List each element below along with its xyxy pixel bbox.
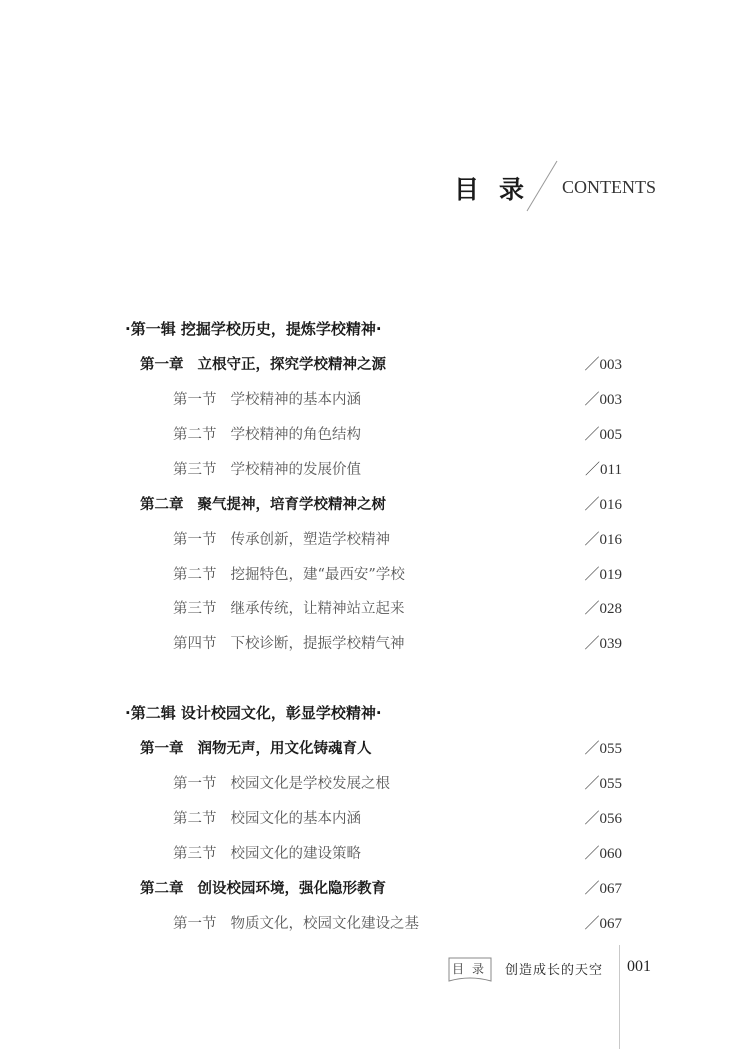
section-title: 传承创新，塑造学校精神 [230,532,390,548]
page-number: ／003 [584,357,622,373]
section-prefix: 第一节 [173,532,217,548]
toc-section[interactable] [0,632,750,656]
chapter-prefix: 第二章 [140,497,184,513]
footer-tagline: 创造成长的天空 [505,963,604,978]
footer-page-number: 001 [627,958,651,975]
page-number: ／060 [584,846,622,862]
toc-section[interactable] [0,458,750,482]
section-title: 学校精神的基本内涵 [230,392,361,408]
section-prefix: 第三节 [173,601,217,617]
page-number: ／003 [584,392,622,408]
footer-section-label: 目录 [452,962,493,976]
chapter-prefix: 第一章 [140,357,184,373]
page-number: ／016 [584,532,622,548]
section-prefix: 第二节 [173,811,217,827]
chapter-prefix: 第一章 [140,741,184,757]
section-prefix: 第二节 [173,427,217,443]
section-prefix: 第二节 [173,567,217,583]
toc-section[interactable] [0,423,750,447]
slash-divider-icon [526,160,558,212]
section-prefix: 第四节 [173,636,217,652]
toc-part[interactable] [0,702,750,726]
page-number: ／055 [584,741,622,757]
toc-chapter[interactable] [0,737,750,761]
section-title: 校园文化的建设策略 [230,846,361,862]
toc-section[interactable] [0,842,750,866]
toc-section[interactable] [0,388,750,412]
toc-section[interactable] [0,597,750,621]
toc-chapter[interactable] [0,353,750,377]
section-title: 继承传统，让精神站立起来 [230,601,405,617]
page-number: ／056 [584,811,622,827]
page-number: ／016 [584,497,622,513]
toc-chapter[interactable] [0,877,750,901]
toc-heading [0,160,750,220]
page-subtitle: CONTENTS [562,177,656,197]
chapter-title: 聚气提神，培育学校精神之树 [197,497,386,513]
part-title: ·第二辑 设计校园文化，彰显学校精神· [125,704,382,722]
page-number: ／067 [584,916,622,932]
section-prefix: 第一节 [173,392,217,408]
section-title: 下校诊断，提振学校精气神 [230,636,405,652]
page-number: ／019 [584,567,622,583]
section-title: 挖掘特色，建“最西安”学校 [230,567,405,583]
page-number: ／067 [584,881,622,897]
chapter-title: 立根守正，探究学校精神之源 [197,357,386,373]
toc-part[interactable] [0,318,750,342]
page-number: ／005 [584,427,622,443]
chapter-prefix: 第二章 [140,881,184,897]
section-title: 物质文化，校园文化建设之基 [230,916,419,932]
section-prefix: 第一节 [173,916,217,932]
toc-section[interactable] [0,912,750,936]
toc-section[interactable] [0,807,750,831]
section-prefix: 第三节 [173,846,217,862]
toc-section[interactable] [0,772,750,796]
section-title: 校园文化是学校发展之根 [230,776,390,792]
margin-divider [619,945,620,1049]
part-title: ·第一辑 挖掘学校历史，提炼学校精神· [125,320,382,338]
page-title: 目录 [454,175,545,204]
section-prefix: 第三节 [173,462,217,478]
section-title: 校园文化的基本内涵 [230,811,361,827]
toc-chapter[interactable] [0,493,750,517]
page-number: ／011 [585,462,622,478]
page-number: ／039 [584,636,622,652]
section-title: 学校精神的发展价值 [230,462,361,478]
chapter-title: 润物无声，用文化铸魂育人 [197,741,372,757]
toc-section[interactable] [0,563,750,587]
chapter-title: 创设校园环境，强化隐形教育 [197,881,386,897]
page-number: ／055 [584,776,622,792]
section-prefix: 第一节 [173,776,217,792]
toc-section[interactable] [0,528,750,552]
section-title: 学校精神的角色结构 [230,427,361,443]
page-number: ／028 [584,601,622,617]
